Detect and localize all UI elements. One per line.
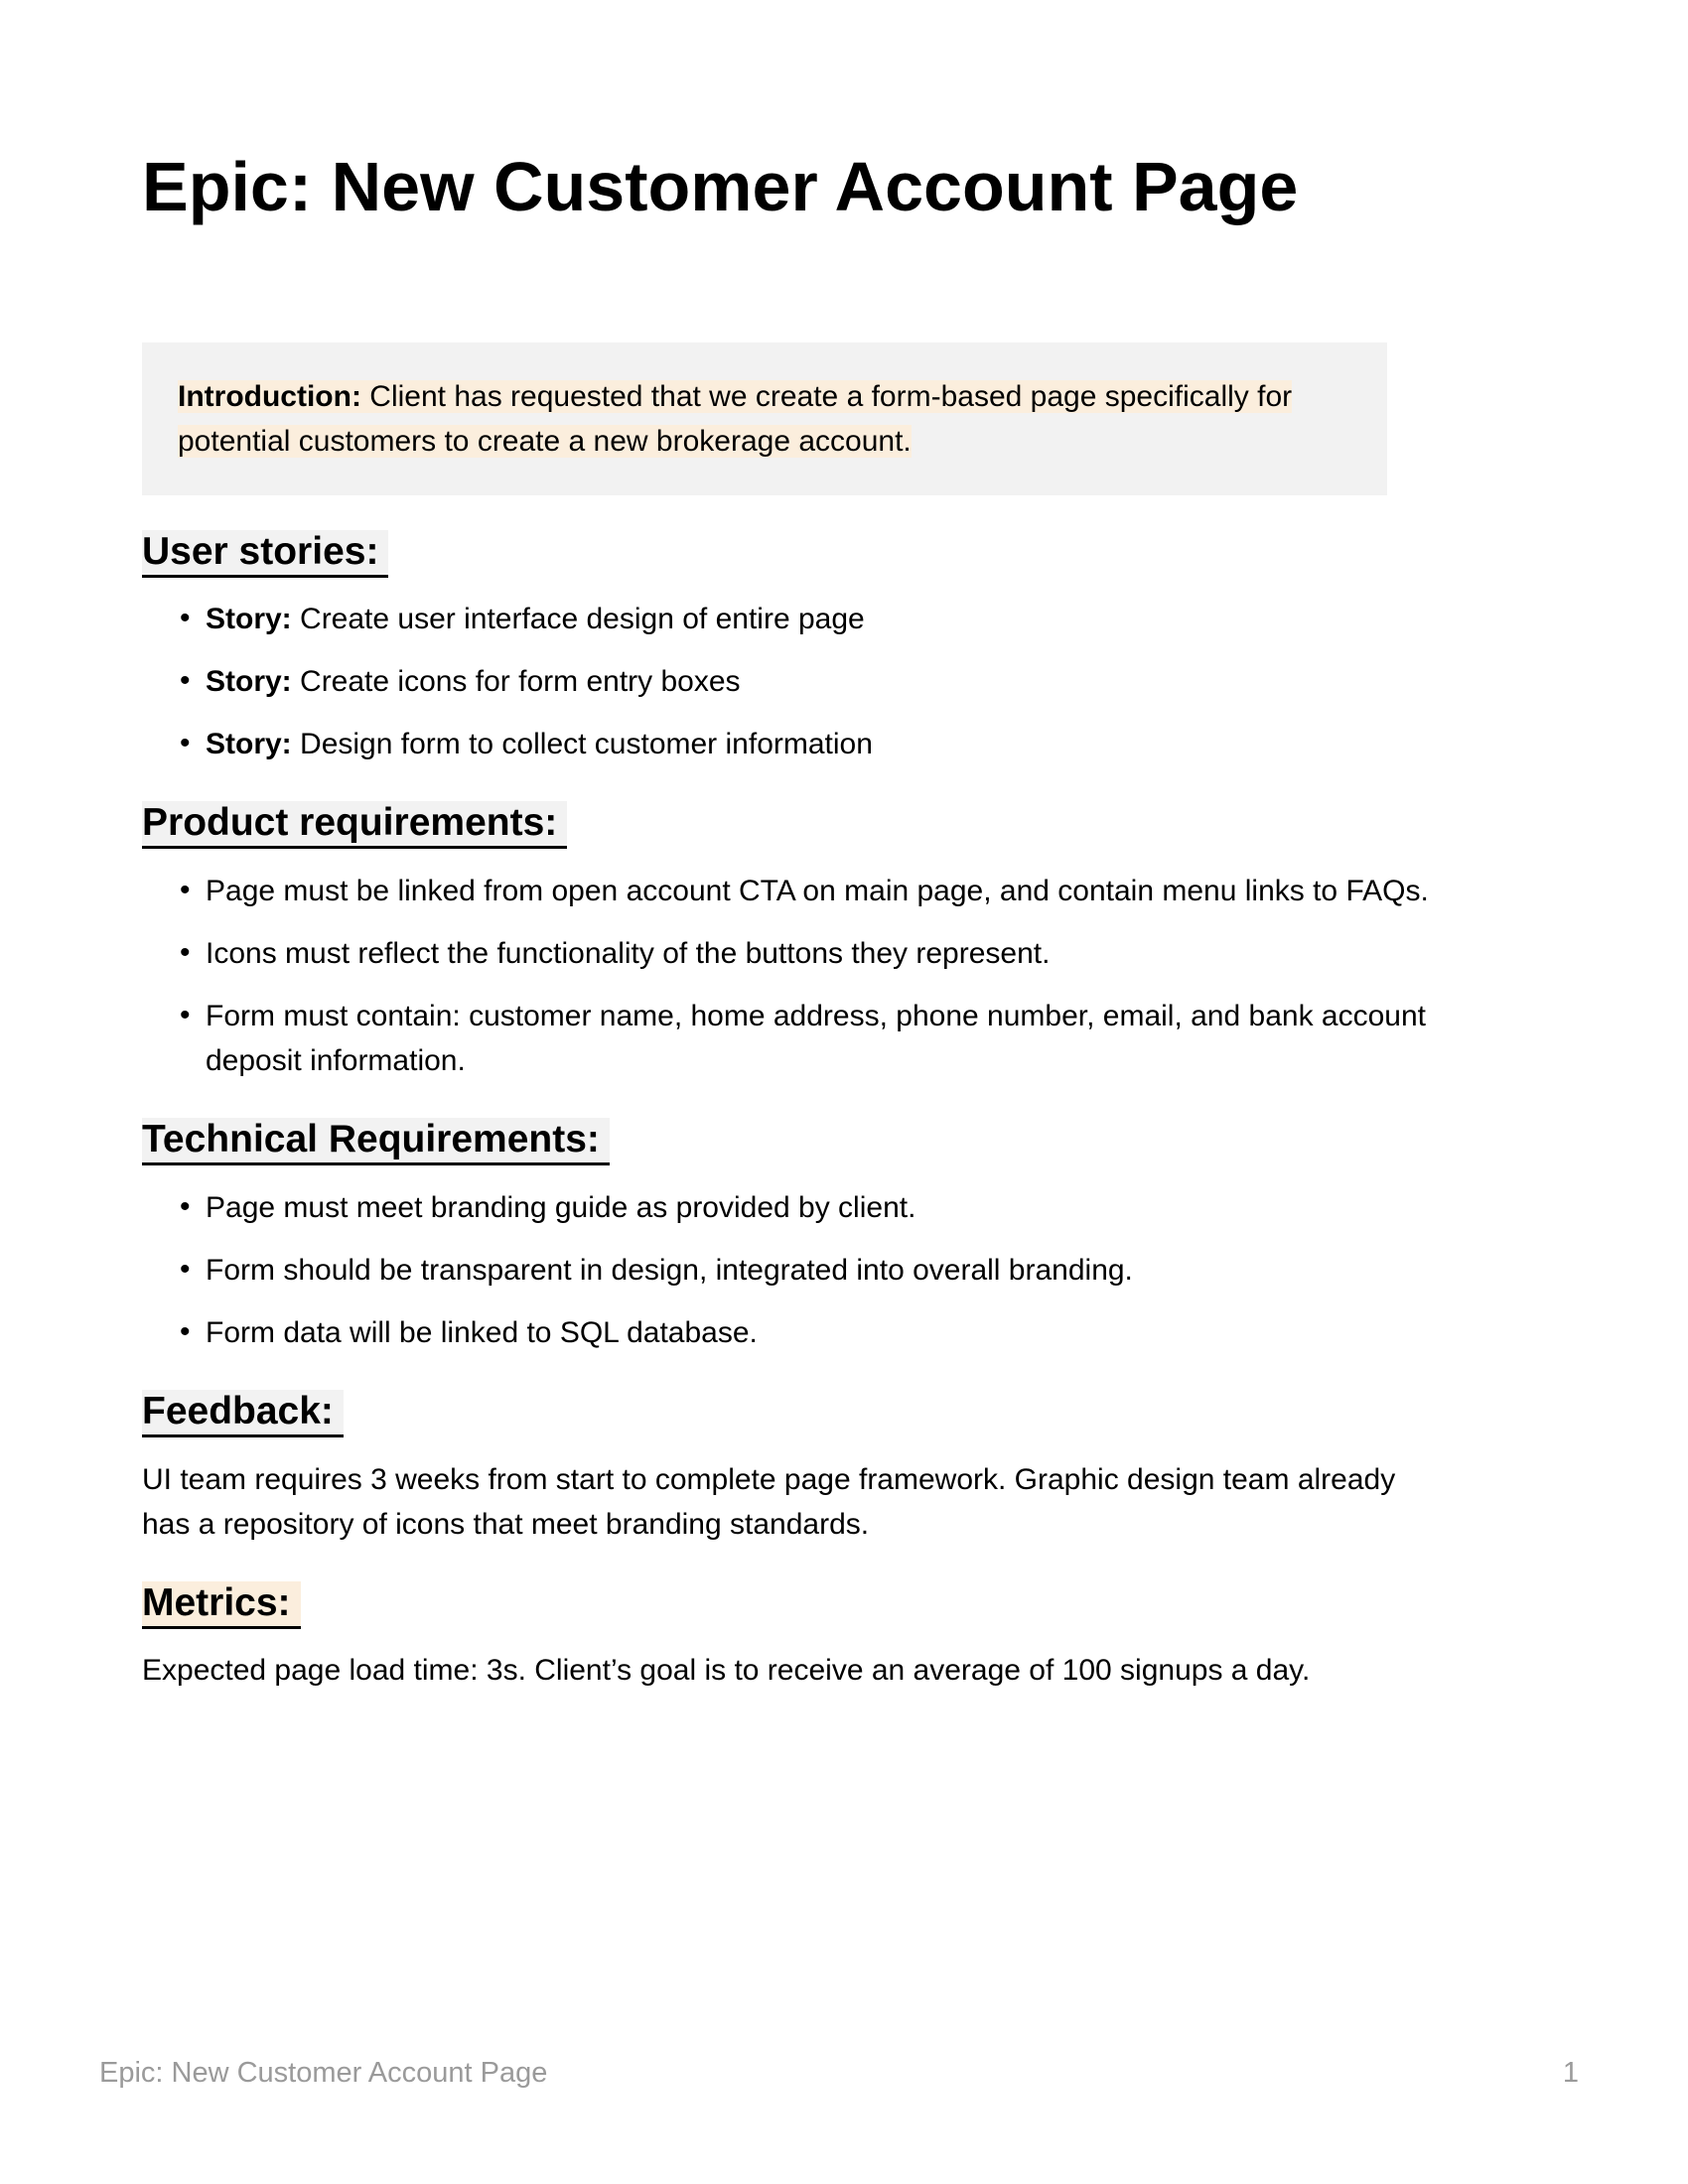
bullet-text: Page must meet branding guide as provided by client. [206, 1190, 916, 1224]
user-stories-list [142, 597, 1445, 766]
introduction-label: Introduction: [178, 379, 361, 413]
list-item [142, 1310, 1445, 1355]
bullet-prefix: Story: [206, 728, 292, 761]
list-item [142, 1248, 1445, 1293]
bullet-icon: • [180, 727, 191, 760]
footer-page-number: 1 [1562, 2057, 1579, 2089]
footer-document-title: Epic: New Customer Account Page [99, 2057, 548, 2089]
introduction-highlighted-text [178, 380, 1292, 458]
product-requirements-list [142, 869, 1445, 1083]
technical-requirements-list [142, 1185, 1445, 1355]
heading-user-stories [142, 529, 1445, 576]
heading-technical-requirements [142, 1117, 1445, 1163]
bullet-icon: • [180, 1314, 191, 1348]
list-item [142, 722, 1445, 766]
page-footer [99, 2057, 1579, 2090]
bullet-text: Page must be linked from open account CTA on main page, and contain menu links to FAQs. [206, 875, 1429, 908]
heading-user-stories-text: User stories: [142, 530, 388, 578]
heading-feedback [142, 1389, 1445, 1435]
bullet-text: Design form to collect customer information [291, 728, 873, 761]
bullet-icon: • [180, 874, 191, 907]
list-item [142, 659, 1445, 704]
bullet-text: Create user interface design of entire page [291, 603, 865, 636]
bullet-icon: • [180, 1189, 191, 1223]
bullet-text: Form data will be linked to SQL database. [206, 1315, 758, 1349]
feedback-paragraph: UI team requires 3 weeks from start to complete page framework. Graphic design team already has a repository of icons that meet branding standards. [142, 1462, 1396, 1541]
heading-product-requirements [142, 800, 1445, 847]
list-item [142, 931, 1445, 976]
list-item [142, 994, 1445, 1083]
heading-product-requirements-text: Product requirements: [142, 801, 567, 849]
page-title: Epic: New Customer Account Page [142, 148, 1299, 225]
heading-feedback-text: Feedback: [142, 1390, 344, 1437]
bullet-text: Create icons for form entry boxes [291, 665, 741, 699]
bullet-icon: • [180, 999, 191, 1032]
bullet-icon: • [180, 936, 191, 970]
introduction-callout [142, 342, 1387, 495]
bullet-icon: • [180, 664, 191, 698]
bullet-icon: • [180, 1252, 191, 1286]
list-item [142, 1185, 1445, 1230]
list-item [142, 869, 1445, 913]
bullet-text: Form should be transparent in design, integrated into overall branding. [206, 1253, 1133, 1287]
bullet-prefix: Story: [206, 603, 292, 636]
heading-technical-requirements-text: Technical Requirements: [142, 1118, 610, 1165]
bullet-icon: • [180, 602, 191, 635]
bullet-prefix: Story: [206, 665, 292, 699]
list-item [142, 597, 1445, 641]
bullet-text: Form must contain: customer name, home address, phone number, email, and bank account deposit information. [206, 1000, 1426, 1078]
bullet-text: Icons must reflect the functionality of the buttons they represent. [206, 937, 1051, 971]
heading-metrics [142, 1580, 1445, 1627]
heading-metrics-text: Metrics: [142, 1581, 301, 1629]
metrics-paragraph: Expected page load time: 3s. Client’s goal is to receive an average of 100 signups a day. [142, 1654, 1311, 1688]
introduction-text: Client has requested that we create a form-based page specifically for potential customers to create a new brokerage account. [178, 379, 1293, 458]
